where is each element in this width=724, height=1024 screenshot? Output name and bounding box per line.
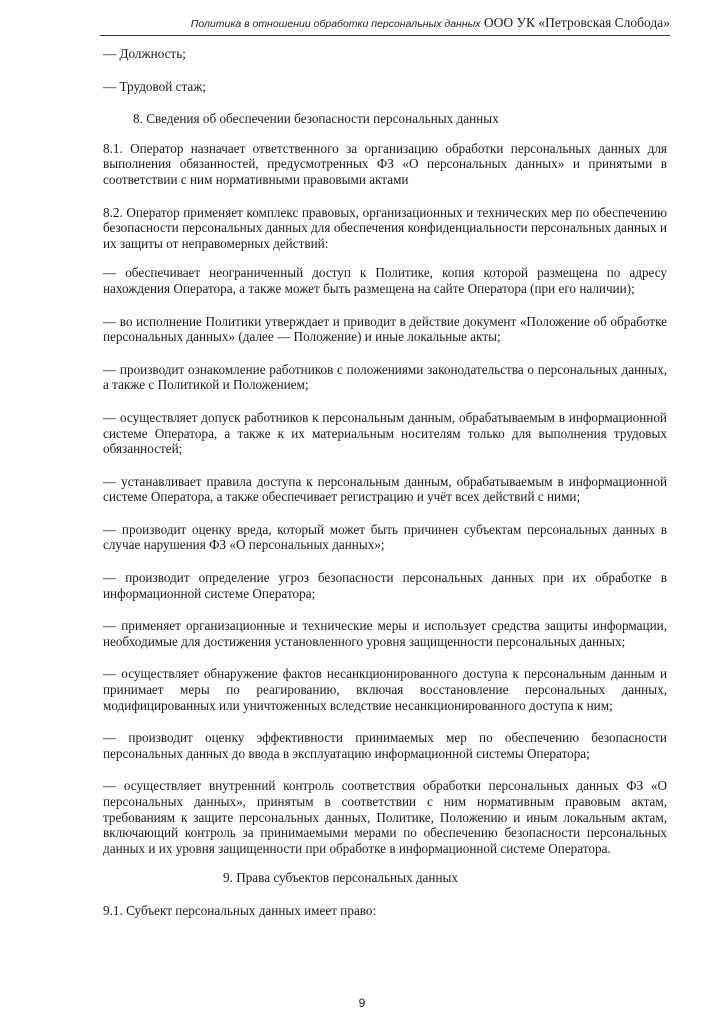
header-policy-title: Политика в отношении обработки персональных данных (190, 18, 481, 30)
measure-item: — осуществляет обнаружение фактов несанкционированного доступа к персональным данным и принимает меры по реагированию, включая восстановление персональных данных, модифицированных или уничтоженных вследствие несанкционированного доступа к ним; (103, 666, 667, 713)
paragraph-8-1: 8.1. Оператор назначает ответственного за организацию обработки персональных данных для выполнения обязанностей, предусмотренных ФЗ «О персональных данных» и принятыми в соответствии с ним нормативными правовыми актами (103, 140, 667, 187)
section-9-heading: 9. Права субъектов персональных данных (223, 870, 458, 886)
document-body (103, 46, 667, 936)
measure-item: — устанавливает правила доступа к персональным данным, обрабатываемым в информационной системе Оператора, а также обеспечивает регистрацию и учёт всех действий с ними; (103, 473, 667, 505)
measure-item: — во исполнение Политики утверждает и приводит в действие документ «Положение об обработке персональных данных» (далее — Положение) и иные локальные акты; (103, 313, 667, 345)
measure-item: — применяет организационные и технические меры и использует средства защиты информации, необходимые для достижения установленного уровня защищенности персональных данных; (103, 618, 667, 649)
header-organization: ООО УК «Петровская Слобода» (483, 15, 670, 30)
measure-item: — обеспечивает неограниченный доступ к Политике, копия которой размещена по адресу нахождения Оператора, а также может быть размещена на сайте Оператора (при его наличии); (103, 265, 667, 296)
measure-item: — производит ознакомление работников с положениями законодательства о персональных данных, а также с Политикой и Положением; (103, 361, 667, 393)
measure-item: — производит оценку вреда, который может быть причинен субъектам персональных данных в случае нарушения ФЗ «О персональных данных»; (103, 521, 667, 553)
measure-item: — осуществляет допуск работников к персональным данным, обрабатываемым в информационной системе Оператора, а также к их материальным носителям только для выполнения трудовых обязанностей; (103, 409, 667, 457)
paragraph-9-1: 9.1. Субъект персональных данных имеет право: (103, 902, 377, 918)
running-header (100, 15, 670, 36)
list-item-work-experience: — Трудовой стаж; (103, 78, 207, 94)
measure-item: — осуществляет внутренний контроль соответствия обработки персональных данных ФЗ «О персональных данных», принятым в соответствии с ним нормативным правовым актам, требованиям к защите персональных данных, Политике, Положению и иным локальным актам, включающий контроль за принимаемыми мерами по обеспечению безопасности персональных данных и их уровня защищенности при обработке в информационной системе Оператора. (103, 778, 667, 856)
measure-item: — производит оценку эффективности принимаемых мер по обеспечению безопасности персональных данных до ввода в эксплуатацию информационной системы Оператора; (103, 730, 667, 761)
list-item-position: — Должность; (103, 46, 186, 61)
measure-item: — производит определение угроз безопасности персональных данных при их обработке в информационной системе Оператора; (103, 570, 667, 601)
section-8-heading: 8. Сведения об обеспечении безопасности персональных данных (133, 111, 499, 127)
paragraph-8-2: 8.2. Оператор применяет комплекс правовых, организационных и технических мер по обеспечению безопасности персональных данных для обеспечения конфиденциальности персональных данных и их защиты от неправомерных действий: (103, 204, 667, 251)
page-number: 9 (358, 996, 366, 1010)
